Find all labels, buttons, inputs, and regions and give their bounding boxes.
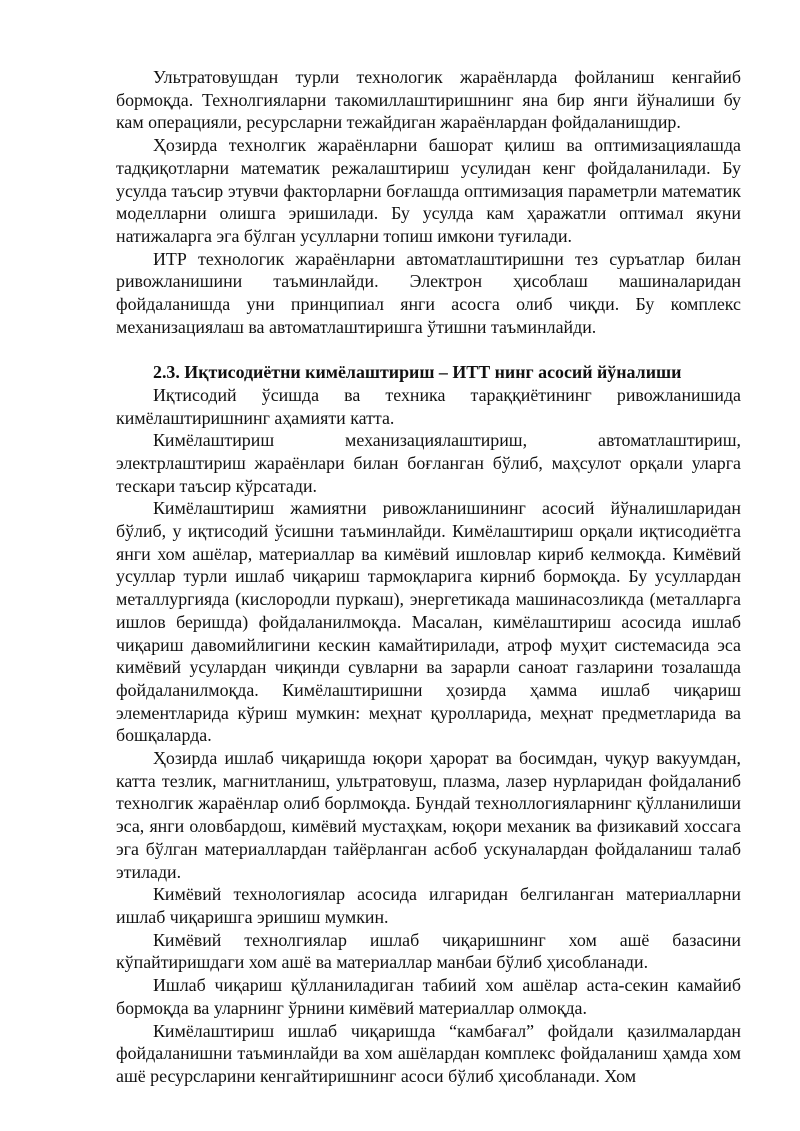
paragraph: Ишлаб чиқариш қўлланиладиган табиий хом ашёлар аста-секин камайиб бормоқда ва уларнинг ўрнини кимёвий материаллар олмоқда. [116,975,741,1018]
paragraph: Кимёвий технологиялар асосида илгаридан белгиланган материалларни ишлаб чиқаришга эришиш мумкин. [116,884,741,927]
paragraph: Ҳозирда технолгик жараёнларни башорат қилиш ва оптимизациялашда тадқиқотларни математик режалаштириш усулидан кенг фойдаланилади. Бу усулда таъсир этувчи факторларни боғлашда оптимизация параметрли математик моделларни олишга эришилади. Бу усулда кам ҳаражатли оптимал якуни натижаларга эга бўлган усулларни топиш имкони туғилади. [116,135,741,246]
section-heading: 2.3. Иқтисодиётни кимёлаштириш – ИТТ нинг асосий йўналиши [153,362,682,383]
paragraph: Кимёлаштириш жамиятни ривожланишининг асосий йўналишларидан бўлиб, у иқтисодий ўсишни таъминлайди. Кимёлаштириш орқали иқтисодиётга янги хом ашёлар, материаллар ва кимёвий ишловлар кириб келмоқда. Кимёвий усуллар турли ишлаб чиқариш тармоқларига кирниб бормоқда. Бу усуллардан металлургияда (кислородли пуркаш), энергетикада машинасозликда (металларга ишлов беришда) фойдаланилмоқда. Масалан, кимёлаштириш асосида ишлаб чиқариш давомийлигини кескин камайтирилади, атроф муҳит системасида эса кимёвий усулардан чиқинди сувларни ва зарарли саноат газларини тозалашда фойдаланилмоқда. Кимёлаштиришни ҳозирда ҳамма ишлаб чиқариш элементларида кўриш мумкин: меҳнат қуролларида, меҳнат предметларида ва бошқаларда. [116,498,741,746]
paragraph: ИТР технологик жараёнларни автоматлаштиришни тез суръатлар билан ривожланишини таъминлайди. Электрон ҳисоблаш машиналаридан фойдаланишда уни принципиал янги асосга олиб чиқди. Бу комплекс механизациялаш ва автоматлаштиришга ўтишни таъминлайди. [116,248,741,337]
blank-line [116,338,741,361]
paragraph: Ультратовушдан турли технологик жараёнларда фойланиш кенгайиб бормоқда. Технолгияларни такомиллаштиришнинг яна бир янги йўналиши бу кам операцияли, ресурсларни тежайдиган жараёнлардан фойдаланишдир. [116,67,741,133]
paragraph: Кимёлаштириш ишлаб чиқаришда “камбағал” фойдали қазилмалардан фойдаланишни таъминлайди ва хом ашёлардан комплекс фойдаланиш ҳамда хом ашё ресурсларини кенгайтиришнинг асоси бўлиб ҳисобланади. Хом [116,1020,741,1086]
paragraph: Иқтисодий ўсишда ва техника тараққиётининг ривожланишида кимёлаштиришнинг аҳамияти катта. [116,384,741,428]
paragraph: Ҳозирда ишлаб чиқаришда юқори ҳарорат ва босимдан, чуқур вакуумдан, катта тезлик, магнитланиш, ультратовуш, плазма, лазер нурларидан фойдаланиб технолгик жараёнлар олиб борлмоқда. Бундай техноллогияларнинг қўлланилиши эса, янги оловбардош, кимёвий мустаҳкам, юқори механик ва физикавий хоссага эга бўлган материаллардан тайёрланган асбоб ускуналардан фойдаланиш талаб этилади. [116,748,741,882]
document-page [116,66,741,1088]
paragraph: Кимёлаштириш механизациялаштириш, автоматлаштириш, электрлаштириш жараёнлари билан боғланган бўлиб, маҳсулот орқали уларга тескари таъсир кўрсатади. [116,430,741,496]
paragraph: Кимёвий технолгиялар ишлаб чиқаришнинг хом ашё базасини кўпайтиришдаги хом ашё ва материаллар манбаи бўлиб ҳисобланади. [116,929,741,973]
